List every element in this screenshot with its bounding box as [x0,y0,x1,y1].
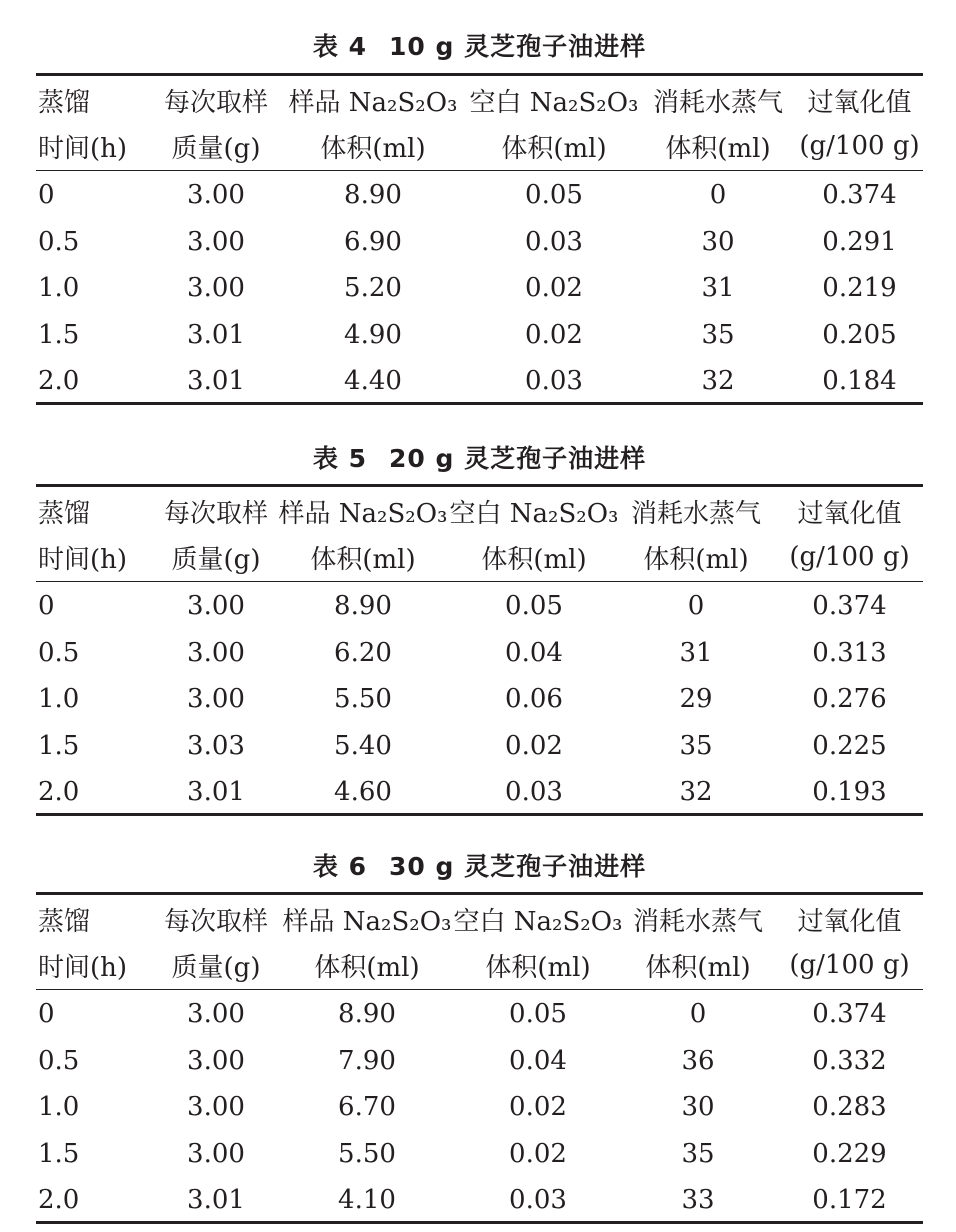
header-cell: 体积(ml) [485,952,591,983]
table-cell: 33 [681,1185,715,1216]
table-cell: 6.90 [344,226,402,257]
table-cell: 0.229 [812,1138,887,1169]
table-cell: 0.5 [38,1045,80,1076]
table-cell: 1.5 [38,730,80,761]
bottom-rule [36,1221,923,1224]
header-cell: 消耗水蒸气 [652,87,783,118]
table-cell: 0.03 [505,777,563,808]
table-cell: 4.90 [344,319,402,350]
header-cell: 空白 Na₂S₂O₃ [469,87,639,118]
header-cell: 样品 Na₂S₂O₃ [282,906,452,937]
header-row-1 [36,896,923,942]
table-cell: 1.0 [38,1092,80,1123]
table-cell: 0.291 [822,226,897,257]
header-cell: 空白 Na₂S₂O₃ [449,498,619,529]
header-cell: 过氧化值 [797,498,902,529]
table-row [36,676,923,723]
table-cell: 8.90 [344,180,402,211]
table-cell: 35 [701,319,735,350]
table-cell: 0 [38,180,55,211]
bottom-rule [36,402,923,405]
table-row [36,769,923,816]
table-cell: 6.20 [334,637,392,668]
caption-label: 表 5 [312,444,367,473]
table-cell: 3.00 [187,591,245,622]
table-cell: 0.193 [812,777,887,808]
table-cell: 0 [687,591,705,622]
table-cell: 36 [681,1045,715,1076]
table-cell: 3.00 [187,180,245,211]
header-cell: 样品 Na₂S₂O₃ [278,498,448,529]
table-cell: 2.0 [38,366,80,397]
header-cell: 质量(g) [171,544,261,575]
header-cell: 体积(ml) [645,952,751,983]
header-cell: 每次取样 [163,498,268,529]
header-row-1 [36,488,923,534]
table-cell: 0.04 [509,1045,567,1076]
table-cell: 3.00 [187,999,245,1030]
table-cell: 0.05 [525,180,583,211]
table-row [36,723,923,770]
table-cell: 4.10 [338,1185,396,1216]
header-row-2 [36,534,923,580]
table-cell: 3.00 [187,1092,245,1123]
bottom-rule [36,813,923,816]
table-cell: 0.374 [822,180,897,211]
table-cell: 0.03 [525,366,583,397]
caption-title: 30 g 灵芝孢子油进样 [389,852,647,881]
header-cell: 体积(ml) [314,952,420,983]
top-rule [36,484,923,487]
table-cell: 31 [679,637,713,668]
table-cell: 0.172 [812,1185,887,1216]
table-cell: 0.225 [812,730,887,761]
table-cell: 1.5 [38,319,80,350]
table-cell: 0.374 [812,999,887,1030]
table-cell: 0.205 [822,319,897,350]
table-cell: 0.332 [812,1045,887,1076]
table-caption [36,30,923,64]
header-cell: 过氧化值 [807,87,912,118]
table-cell: 3.01 [187,366,245,397]
header-cell: 每次取样 [163,906,268,937]
table-cell: 31 [701,273,735,304]
table-cell: 3.00 [187,1045,245,1076]
table-cell: 32 [701,366,735,397]
table-row [36,312,923,359]
table-cell: 0.02 [509,1092,567,1123]
table-cell: 0.03 [525,226,583,257]
table-cell: 0 [38,591,55,622]
header-cell: 蒸馏 [38,87,91,118]
table-cell: 5.50 [334,684,392,715]
table-row [36,1038,923,1085]
table-cell: 0.02 [509,1138,567,1169]
header-cell: 体积(ml) [643,544,749,575]
table-cell: 0.5 [38,637,80,668]
header-cell: 体积(ml) [481,544,587,575]
header-row-1 [36,77,923,123]
table-cell: 0.04 [505,637,563,668]
header-cell: 蒸馏 [38,906,91,937]
header-cell: 时间(h) [38,952,128,983]
table-row [36,991,923,1038]
table-cell: 0.02 [525,273,583,304]
table-row [36,1131,923,1178]
table-cell: 0.05 [509,999,567,1030]
table-cell: 6.70 [338,1092,396,1123]
top-rule [36,73,923,76]
table-cell: 35 [681,1138,715,1169]
table-cell: 0.06 [505,684,563,715]
table-cell: 8.90 [334,591,392,622]
table-cell: 3.00 [187,226,245,257]
table-cell: 3.01 [187,1185,245,1216]
table-row [36,630,923,677]
table-cell: 29 [679,684,713,715]
header-cell: 时间(h) [38,544,128,575]
header-cell: 体积(ml) [501,133,607,164]
table-cell: 1.5 [38,1138,80,1169]
table-cell: 3.03 [187,730,245,761]
header-cell: 时间(h) [38,133,128,164]
table-cell: 0 [38,999,55,1030]
table-row [36,583,923,630]
header-cell: 空白 Na₂S₂O₃ [453,906,623,937]
table-cell: 0.184 [822,366,897,397]
table-cell: 2.0 [38,1185,80,1216]
table-cell: 3.01 [187,319,245,350]
table-caption [36,442,923,476]
table-row [36,1177,923,1224]
table-cell: 0 [709,180,727,211]
caption-label: 表 4 [312,32,367,61]
table-cell: 3.00 [187,1138,245,1169]
table-cell: 5.50 [338,1138,396,1169]
header-cell: 每次取样 [163,87,268,118]
header-row-2 [36,123,923,169]
table-cell: 3.00 [187,637,245,668]
header-rule [36,170,923,171]
table-cell: 30 [681,1092,715,1123]
header-cell: (g/100 g) [789,542,910,572]
table-cell: 1.0 [38,273,80,304]
header-cell: 质量(g) [171,133,261,164]
table-row [36,265,923,312]
table-caption [36,850,923,884]
header-cell: 消耗水蒸气 [630,498,761,529]
table-cell: 30 [701,226,735,257]
header-cell: 质量(g) [171,952,261,983]
table-cell: 3.01 [187,777,245,808]
header-row-2 [36,942,923,988]
table-cell: 5.20 [344,273,402,304]
header-cell: 体积(ml) [320,133,426,164]
table-cell: 3.00 [187,684,245,715]
header-cell: (g/100 g) [789,950,910,980]
table-6 [36,850,923,1226]
table-5 [36,442,923,818]
caption-label: 表 6 [312,852,367,881]
caption-title: 10 g 灵芝孢子油进样 [389,32,647,61]
header-rule [36,581,923,582]
table-cell: 3.00 [187,273,245,304]
table-cell: 0.219 [822,273,897,304]
table-row [36,1084,923,1131]
table-cell: 1.0 [38,684,80,715]
table-cell: 0.05 [505,591,563,622]
table-cell: 0.283 [812,1092,887,1123]
table-cell: 7.90 [338,1045,396,1076]
table-cell: 0.02 [525,319,583,350]
header-cell: 蒸馏 [38,498,91,529]
table-cell: 0.313 [812,637,887,668]
table-cell: 35 [679,730,713,761]
header-cell: 样品 Na₂S₂O₃ [288,87,458,118]
table-cell: 4.40 [344,366,402,397]
header-cell: 消耗水蒸气 [632,906,763,937]
table-cell: 0.02 [505,730,563,761]
table-cell: 5.40 [334,730,392,761]
table-row [36,172,923,219]
header-rule [36,989,923,990]
table-cell: 0.374 [812,591,887,622]
header-cell: 体积(ml) [665,133,771,164]
top-rule [36,892,923,895]
table-cell: 0 [689,999,707,1030]
table-cell: 0.276 [812,684,887,715]
table-cell: 2.0 [38,777,80,808]
caption-title: 20 g 灵芝孢子油进样 [389,444,647,473]
table-cell: 4.60 [334,777,392,808]
header-cell: 体积(ml) [310,544,416,575]
table-row [36,358,923,405]
table-cell: 32 [679,777,713,808]
table-cell: 0.03 [509,1185,567,1216]
table-row [36,219,923,266]
table-4 [36,30,923,406]
header-cell: 过氧化值 [797,906,902,937]
table-cell: 0.5 [38,226,80,257]
table-cell: 8.90 [338,999,396,1030]
header-cell: (g/100 g) [799,131,920,161]
